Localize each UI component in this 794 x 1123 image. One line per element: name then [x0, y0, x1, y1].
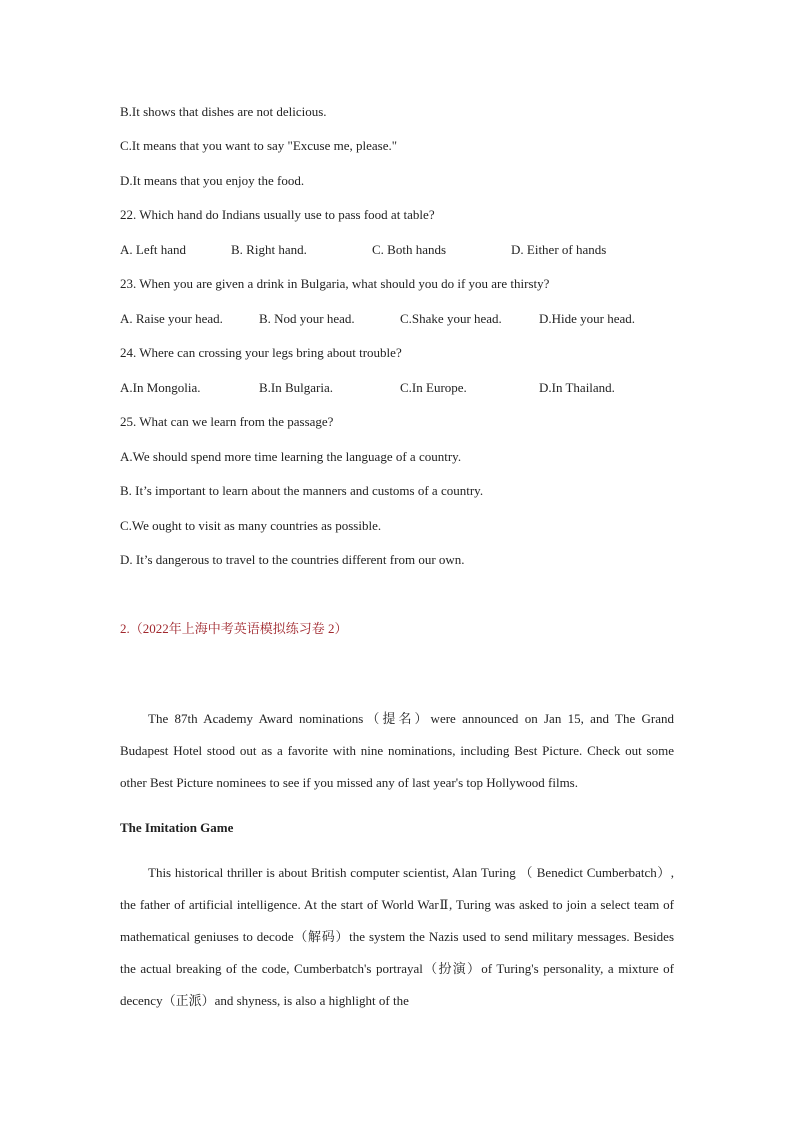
q23-option-b: B. Nod your head. — [259, 311, 355, 326]
q21-option-c: C.It means that you want to say "Excuse me, please." — [120, 138, 398, 153]
q24-option-b: B.In Bulgaria. — [259, 380, 334, 395]
q24-option-a: A.In Mongolia. — [120, 380, 201, 395]
q21-option-d: D.It means that you enjoy the food. — [120, 173, 305, 188]
q24-options — [120, 380, 680, 396]
q25-question: 25. What can we learn from the passage? — [120, 414, 334, 429]
q21-option-b: B.It shows that dishes are not delicious. — [120, 104, 327, 119]
q25-option-c: C.We ought to visit as many countries as possible. — [120, 518, 382, 533]
q22-option-d: D. Either of hands — [511, 242, 607, 257]
q23-option-a: A. Raise your head. — [120, 311, 223, 326]
q24-question: 24. Where can crossing your legs bring about trouble? — [120, 345, 402, 360]
q22-options — [120, 242, 680, 258]
q23-question: 23. When you are given a drink in Bulgaria, what should you do if you are thirsty? — [120, 276, 550, 291]
film-title: The Imitation Game — [120, 820, 234, 835]
q23-options — [120, 311, 680, 327]
q22-option-b: B. Right hand. — [231, 242, 307, 257]
film-description — [120, 857, 674, 1017]
q22-question: 22. Which hand do Indians usually use to pass food at table? — [120, 207, 435, 222]
q25-option-a: A.We should spend more time learning the language of a country. — [120, 449, 462, 464]
film-description-text: This historical thriller is about British computer scientist, Alan Turing （ Benedict Cumberbatch）, the father of artificial intelligence. At the start of World WarⅡ, Turing was asked to join a select team of mathematical geniuses to decode（解码）the system the Nazis used to send military messages. Besides the actual breaking of the code, Cumberbatch's portrayal（扮演）of Turing's personality, a mixture of decency（正派）and shyness, is also a highlight of the — [120, 865, 674, 1008]
q23-option-d: D.Hide your head. — [539, 311, 636, 326]
q25-option-d: D. It’s dangerous to travel to the countries different from our own. — [120, 552, 465, 567]
q22-option-c: C. Both hands — [372, 242, 447, 257]
intro-paragraph — [120, 703, 674, 799]
q23-option-c: C.Shake your head. — [400, 311, 502, 326]
q24-option-c: C.In Europe. — [400, 380, 467, 395]
q25-option-b: B. It’s important to learn about the manners and customs of a country. — [120, 483, 484, 498]
q24-option-d: D.In Thailand. — [539, 380, 615, 395]
q22-option-a: A. Left hand — [120, 242, 187, 257]
section-heading: 2.（2022年上海中考英语模拟练习卷 2） — [120, 621, 348, 636]
intro-text: The 87th Academy Award nominations（提名）were announced on Jan 15, and The Grand Budapest Hotel stood out as a favorite with nine nominations, including Best Picture. Check out some other Best Picture nominees to see if you missed any of last year's top Hollywood films. — [120, 711, 674, 790]
